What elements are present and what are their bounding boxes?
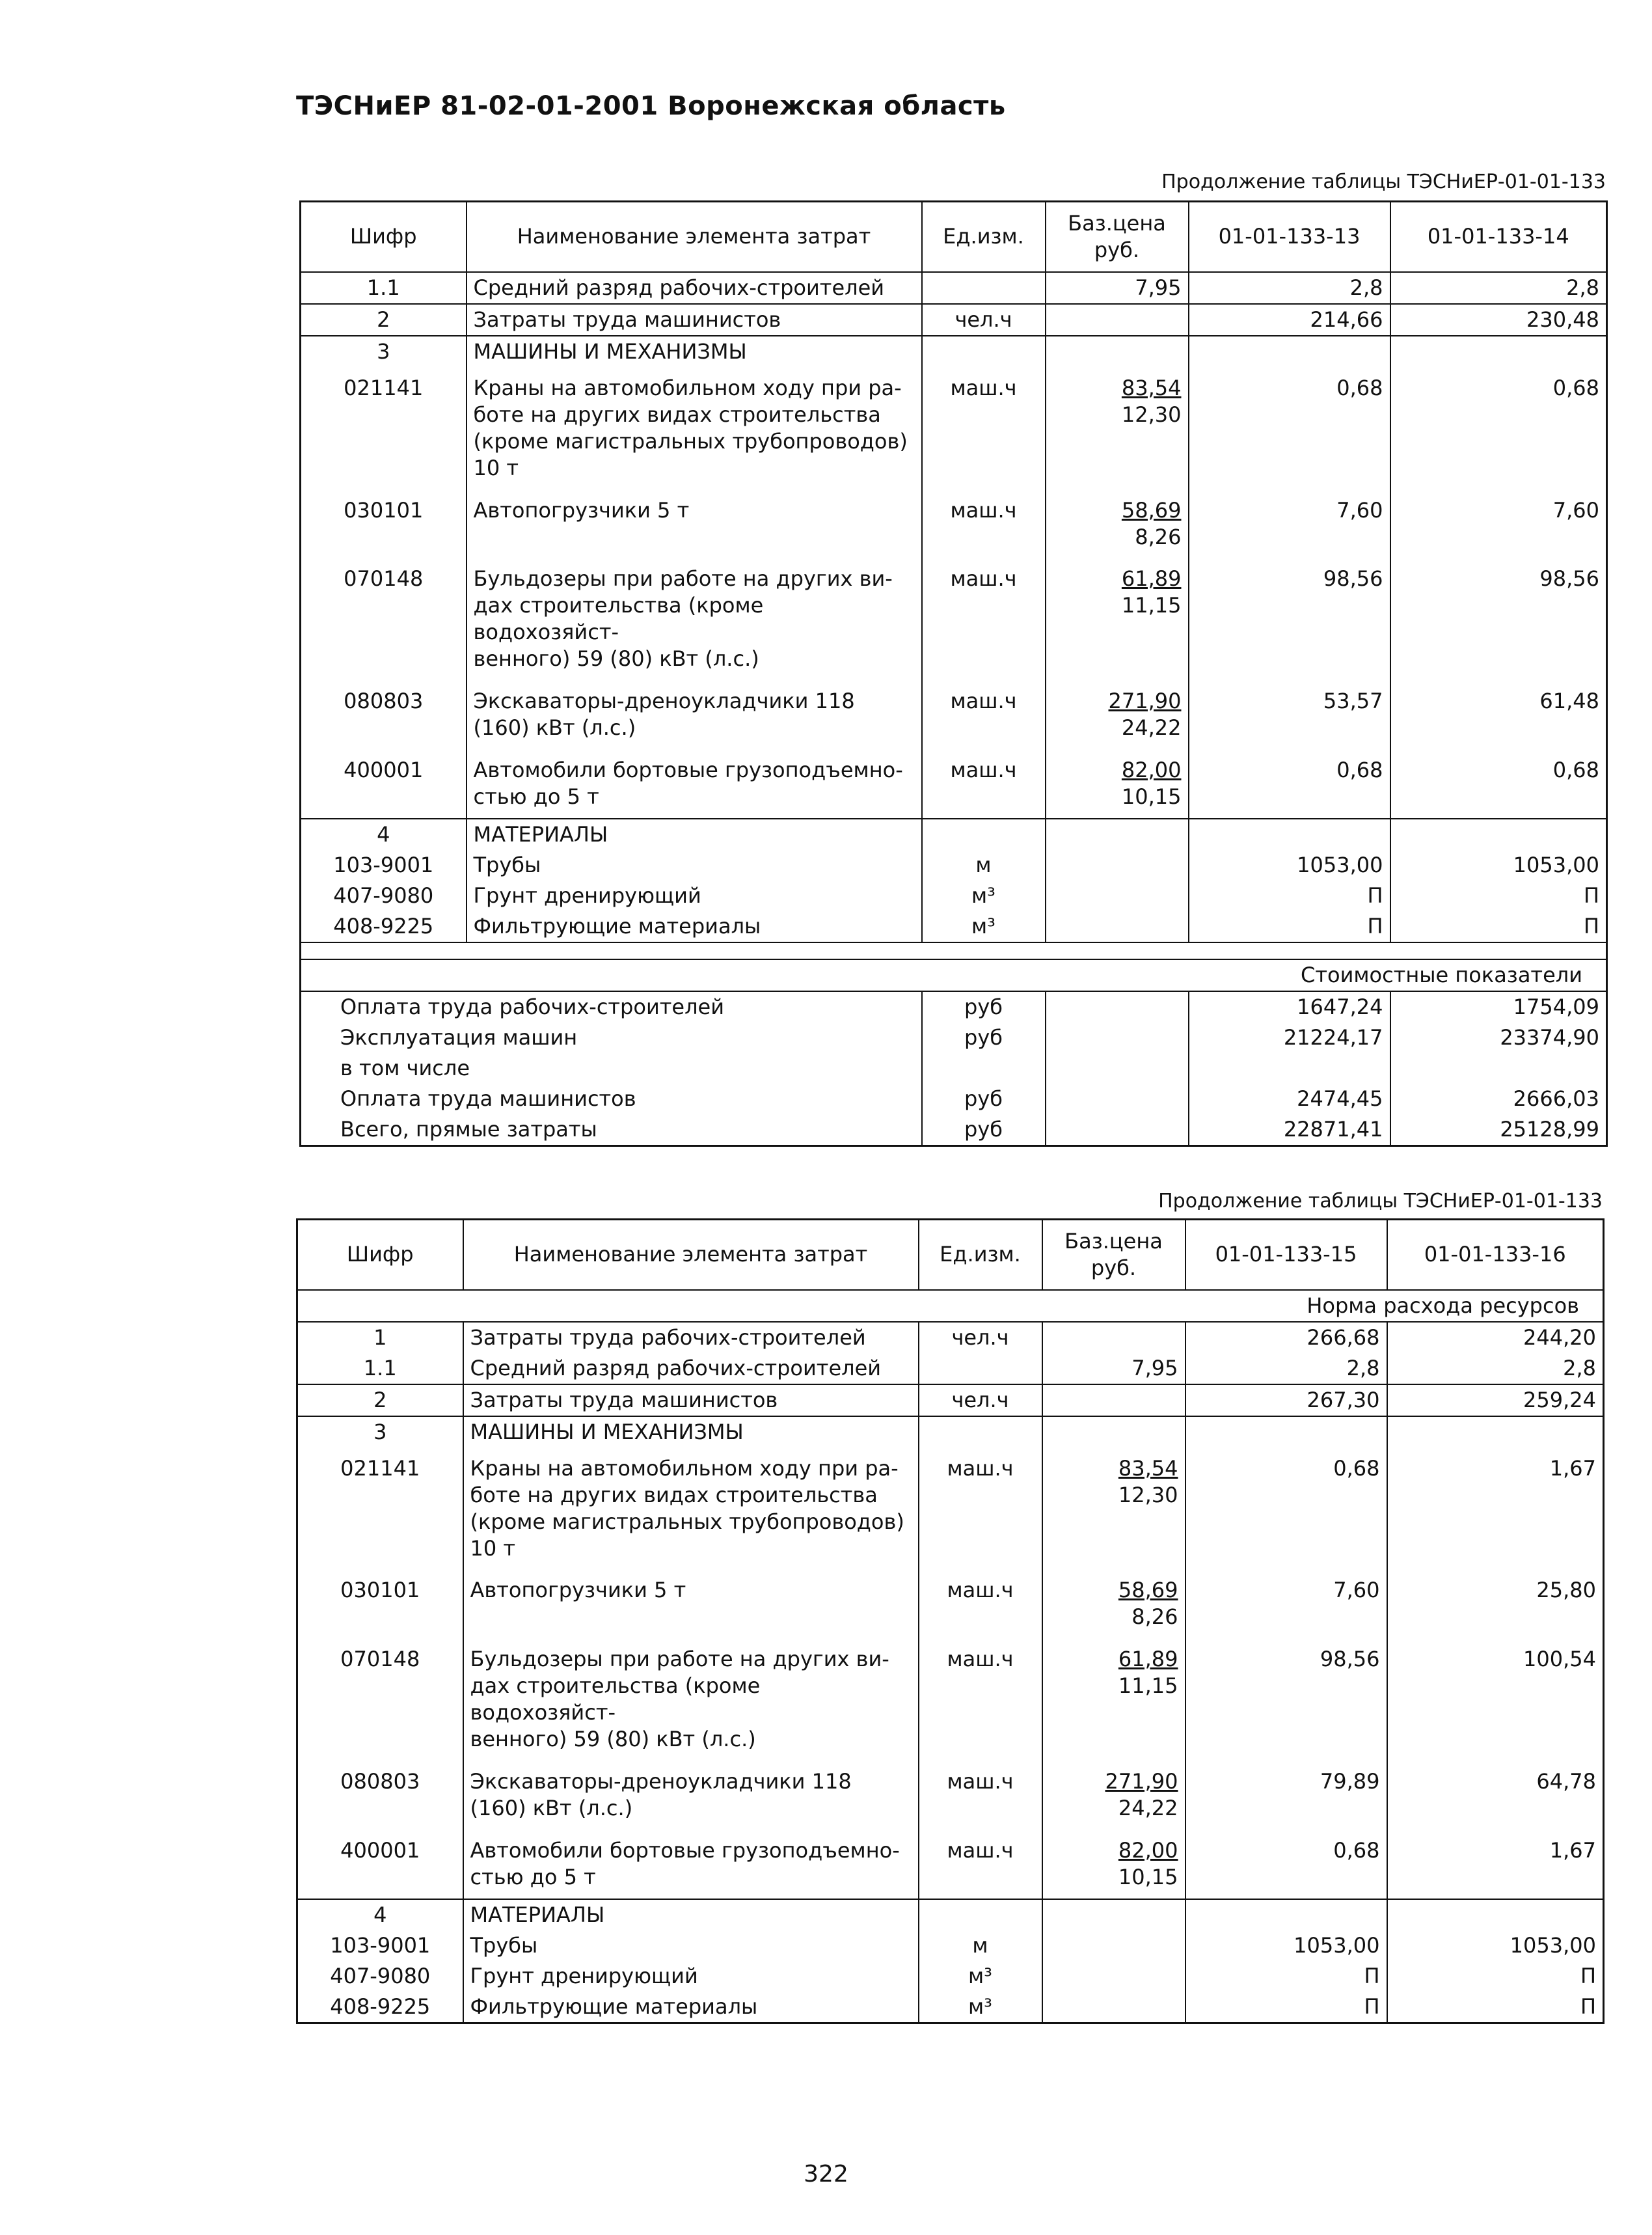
table-row bbox=[301, 850, 1607, 881]
row-name-line: (кроме магистральных трубопроводов) bbox=[470, 1509, 904, 1534]
table-row bbox=[297, 1830, 1604, 1899]
row-norm-a bbox=[1189, 819, 1390, 850]
row-name-line: Фильтрующие материалы bbox=[473, 913, 761, 939]
col-header-norm-a: 01-01-133-15 bbox=[1185, 1220, 1387, 1290]
col-header-unit: Ед.изм. bbox=[919, 1220, 1042, 1290]
row-name-line: Бульдозеры при работе на других ви- bbox=[470, 1647, 889, 1672]
row-name-line: Экскаваторы-дреноукладчики 118 bbox=[473, 689, 855, 714]
row-norm-b: 230,48 bbox=[1390, 304, 1607, 336]
summary-label: в том числе bbox=[340, 1055, 470, 1080]
summary-value-a: 22871,41 bbox=[1189, 1114, 1390, 1145]
row-norm-a: 53,57 bbox=[1189, 680, 1390, 749]
row-norm-b bbox=[1390, 336, 1607, 367]
table-row bbox=[301, 881, 1607, 911]
table-row bbox=[301, 272, 1607, 304]
table-row bbox=[297, 1569, 1604, 1638]
price-operator-wage: 24,22 bbox=[1118, 1796, 1178, 1821]
row-norm-b: 1053,00 bbox=[1390, 850, 1607, 881]
price-operator-wage: 10,15 bbox=[1121, 784, 1182, 810]
row-name bbox=[467, 850, 922, 881]
row-norm-b: 0,68 bbox=[1390, 367, 1607, 489]
row-name bbox=[467, 304, 922, 336]
col-header-norm-a: 01-01-133-13 bbox=[1189, 202, 1390, 272]
summary-value-b: 2666,03 bbox=[1390, 1084, 1607, 1114]
price-total: 83,54 bbox=[1118, 1455, 1178, 1481]
row-name-line: Трубы bbox=[470, 1932, 538, 1958]
row-norm-b: П bbox=[1390, 881, 1607, 911]
row-price bbox=[1046, 272, 1189, 304]
row-name-line: 10 т bbox=[470, 1535, 516, 1561]
row-code: 2 bbox=[301, 304, 467, 336]
col-header-norm-b: 01-01-133-14 bbox=[1390, 202, 1607, 272]
row-name bbox=[463, 1638, 919, 1761]
summary-row bbox=[301, 1114, 1607, 1145]
row-name-line: Автопогрузчики 5 т bbox=[473, 497, 690, 523]
price-operator-wage: 8,26 bbox=[1131, 1604, 1178, 1630]
spacer-cell bbox=[301, 942, 1607, 959]
row-price bbox=[1046, 819, 1189, 850]
row-price bbox=[1046, 558, 1189, 680]
row-code: 3 bbox=[297, 1416, 463, 1447]
row-name-line: Краны на автомобильном ходу при ра- bbox=[470, 1455, 899, 1481]
summary-price bbox=[1046, 991, 1189, 1022]
row-code: 400001 bbox=[340, 1838, 420, 1863]
row-code: 080803 bbox=[344, 689, 424, 714]
row-code: 1.1 bbox=[363, 1355, 397, 1380]
row-unit: м³ bbox=[922, 911, 1046, 942]
row-name-line: Автомобили бортовые грузоподъемно- bbox=[470, 1838, 900, 1863]
row-name-line: Автомобили бортовые грузоподъемно- bbox=[473, 758, 903, 783]
table1-wrap bbox=[299, 171, 1606, 199]
row-norm-a bbox=[1185, 1899, 1387, 1930]
price-total: 61,89 bbox=[1118, 1647, 1178, 1672]
summary-value-b: 25128,99 bbox=[1390, 1114, 1607, 1145]
row-unit: маш.ч bbox=[922, 749, 1046, 819]
row-unit: чел.ч bbox=[919, 1322, 1042, 1353]
row-code: 4 bbox=[297, 1899, 463, 1930]
row-name bbox=[467, 558, 922, 680]
row-unit: чел.ч bbox=[919, 1384, 1042, 1416]
col-header-price: Баз.цена руб. bbox=[1042, 1220, 1185, 1290]
row-price bbox=[1042, 1930, 1185, 1961]
price-operator-wage: 10,15 bbox=[1118, 1865, 1178, 1890]
row-unit: м³ bbox=[922, 881, 1046, 911]
row-price bbox=[1046, 881, 1189, 911]
row-price bbox=[1042, 1961, 1185, 1992]
row-unit: маш.ч bbox=[922, 680, 1046, 749]
table-row bbox=[301, 304, 1607, 336]
row-unit: маш.ч bbox=[919, 1638, 1042, 1761]
summary-value-b: 1754,09 bbox=[1390, 991, 1607, 1022]
row-norm-b: 1,67 bbox=[1387, 1447, 1604, 1570]
table-row bbox=[297, 1930, 1604, 1961]
row-price bbox=[1042, 1447, 1185, 1570]
summary-unit: руб bbox=[922, 991, 1046, 1022]
row-norm-a: 2,8 bbox=[1189, 272, 1390, 304]
row-unit: м³ bbox=[919, 1992, 1042, 2023]
row-code: 408-9225 bbox=[333, 913, 434, 939]
row-norm-a: 79,89 bbox=[1185, 1761, 1387, 1830]
row-code: 070148 bbox=[340, 1647, 420, 1672]
row-code: 080803 bbox=[340, 1769, 420, 1794]
row-norm-a: 0,68 bbox=[1185, 1447, 1387, 1570]
col-header-price: Баз.цена руб. bbox=[1046, 202, 1189, 272]
col-header-name: Наименование элемента затрат bbox=[463, 1220, 919, 1290]
row-name bbox=[463, 1416, 919, 1447]
row-name-line: Затраты труда машинистов bbox=[470, 1387, 778, 1412]
row-code: 408-9225 bbox=[330, 1994, 431, 2019]
row-name-line: Фильтрующие материалы bbox=[470, 1994, 758, 2019]
summary-price bbox=[1046, 1022, 1189, 1053]
row-norm-a: 2,8 bbox=[1185, 1353, 1387, 1384]
row-norm-b: 7,60 bbox=[1390, 489, 1607, 558]
table-header-row bbox=[301, 202, 1607, 272]
row-price bbox=[1042, 1416, 1185, 1447]
row-name bbox=[467, 749, 922, 819]
norm-banner: Норма расхода ресурсов bbox=[1307, 1293, 1579, 1318]
row-name-line: (160) кВт (л.с.) bbox=[473, 715, 636, 741]
summary-unit: руб bbox=[922, 1084, 1046, 1114]
row-norm-a: П bbox=[1185, 1992, 1387, 2023]
summary-label: Всего, прямые затраты bbox=[340, 1116, 597, 1142]
col-header-norm-b: 01-01-133-16 bbox=[1387, 1220, 1604, 1290]
row-name-line: МАШИНЫ И МЕХАНИЗМЫ bbox=[473, 338, 747, 364]
row-name bbox=[467, 367, 922, 489]
table-row bbox=[301, 819, 1607, 850]
row-name-line: МАТЕРИАЛЫ bbox=[470, 1902, 605, 1928]
row-norm-b: П bbox=[1390, 911, 1607, 942]
table-row bbox=[301, 911, 1607, 942]
row-unit: маш.ч bbox=[922, 367, 1046, 489]
price-operator-wage: 12,30 bbox=[1118, 1482, 1178, 1507]
row-price bbox=[1042, 1353, 1185, 1384]
summary-unit: руб bbox=[922, 1114, 1046, 1145]
row-name-line: Автопогрузчики 5 т bbox=[470, 1578, 686, 1603]
price-total: 58,69 bbox=[1121, 497, 1182, 523]
row-unit: м³ bbox=[919, 1961, 1042, 1992]
summary-label: Эксплуатация машин bbox=[340, 1024, 578, 1050]
row-name-line: венного) 59 (80) кВт (л.с.) bbox=[473, 646, 759, 672]
row-norm-b: 244,20 bbox=[1387, 1322, 1604, 1353]
row-unit bbox=[922, 819, 1046, 850]
table-header-row bbox=[297, 1220, 1604, 1290]
summary-label: Оплата труда машинистов bbox=[340, 1086, 636, 1111]
row-name bbox=[463, 1992, 919, 2023]
row-name bbox=[467, 680, 922, 749]
row-norm-b bbox=[1390, 819, 1607, 850]
summary-row bbox=[301, 1084, 1607, 1114]
table-row bbox=[301, 749, 1607, 819]
row-norm-b: 2,8 bbox=[1390, 272, 1607, 304]
row-norm-b: 0,68 bbox=[1390, 749, 1607, 819]
row-code: 021141 bbox=[344, 375, 424, 400]
summary-value-a: 2474,45 bbox=[1189, 1084, 1390, 1114]
row-norm-b bbox=[1387, 1899, 1604, 1930]
row-norm-a bbox=[1185, 1416, 1387, 1447]
row-name-line: дах строительства (кроме водохозяйст- bbox=[470, 1673, 761, 1725]
row-name-line: МАТЕРИАЛЫ bbox=[473, 822, 608, 847]
resource-table-1 bbox=[299, 200, 1608, 1147]
row-name bbox=[467, 336, 922, 367]
price-operator-wage: 11,15 bbox=[1118, 1673, 1178, 1699]
summary-value-a: 21224,17 bbox=[1189, 1022, 1390, 1053]
row-price bbox=[1042, 1322, 1185, 1353]
row-name-line: Затраты труда машинистов bbox=[473, 307, 781, 332]
price-total: 58,69 bbox=[1118, 1578, 1178, 1603]
row-code: 407-9080 bbox=[333, 883, 434, 909]
summary-value-b: 23374,90 bbox=[1390, 1022, 1607, 1053]
summary-price bbox=[1046, 1053, 1189, 1084]
row-norm-a: 7,60 bbox=[1185, 1569, 1387, 1638]
table-row bbox=[297, 1416, 1604, 1447]
row-unit: маш.ч bbox=[922, 558, 1046, 680]
row-name bbox=[467, 819, 922, 850]
row-name-line: Средний разряд рабочих-строителей bbox=[470, 1355, 882, 1380]
table-row bbox=[297, 1761, 1604, 1830]
row-code: 070148 bbox=[344, 566, 424, 592]
row-code: 103-9001 bbox=[330, 1932, 431, 1958]
row-name-line: боте на других видах строительства bbox=[470, 1482, 878, 1507]
row-price bbox=[1046, 749, 1189, 819]
row-norm-b bbox=[1387, 1416, 1604, 1447]
row-name bbox=[463, 1961, 919, 1992]
row-norm-a: 98,56 bbox=[1185, 1638, 1387, 1761]
row-name bbox=[467, 881, 922, 911]
row-norm-a: 1053,00 bbox=[1189, 850, 1390, 881]
row-name bbox=[463, 1353, 919, 1384]
row-name-line: Грунт дренирующий bbox=[473, 883, 701, 909]
row-price bbox=[1042, 1899, 1185, 1930]
row-norm-a: 7,60 bbox=[1189, 489, 1390, 558]
row-name-line: Средний разряд рабочих-строителей bbox=[473, 275, 885, 300]
col-header-code: Шифр bbox=[297, 1220, 463, 1290]
row-norm-b: 61,48 bbox=[1390, 680, 1607, 749]
row-norm-a: П bbox=[1189, 881, 1390, 911]
summary-row bbox=[301, 1022, 1607, 1053]
row-name bbox=[463, 1322, 919, 1353]
spacer-row bbox=[301, 942, 1607, 959]
row-price bbox=[1042, 1992, 1185, 2023]
summary-row bbox=[301, 1053, 1607, 1084]
table-row bbox=[297, 1384, 1604, 1416]
price-total: 7,95 bbox=[1135, 275, 1182, 300]
row-name-line: Экскаваторы-дреноукладчики 118 bbox=[470, 1769, 852, 1794]
summary-label: Оплата труда рабочих-строителей bbox=[301, 991, 922, 1022]
table-row bbox=[301, 336, 1607, 367]
row-unit: м bbox=[922, 850, 1046, 881]
row-name bbox=[467, 489, 922, 558]
row-norm-b: 259,24 bbox=[1387, 1384, 1604, 1416]
table-row bbox=[301, 680, 1607, 749]
page-title: ТЭСНиЕР 81-02-01-2001 Воронежская область bbox=[296, 91, 1006, 121]
row-code: 3 bbox=[301, 336, 467, 367]
row-code: 030101 bbox=[340, 1578, 420, 1603]
row-unit bbox=[922, 336, 1046, 367]
row-name bbox=[467, 272, 922, 304]
row-price bbox=[1046, 680, 1189, 749]
row-norm-b: 1053,00 bbox=[1387, 1930, 1604, 1961]
norm-banner-row bbox=[297, 1290, 1604, 1322]
continuation-note-2: Продолжение таблицы ТЭСНиЕР-01-01-133 bbox=[1158, 1190, 1603, 1213]
row-unit: маш.ч bbox=[919, 1761, 1042, 1830]
row-name-line: венного) 59 (80) кВт (л.с.) bbox=[470, 1727, 756, 1752]
continuation-note: Продолжение таблицы ТЭСНиЕР-01-01-133 bbox=[1161, 171, 1606, 193]
table-row bbox=[297, 1353, 1604, 1384]
col-header-code: Шифр bbox=[301, 202, 467, 272]
row-unit: маш.ч bbox=[919, 1447, 1042, 1570]
price-operator-wage: 11,15 bbox=[1121, 593, 1182, 618]
row-norm-b: 25,80 bbox=[1387, 1569, 1604, 1638]
row-name-line: стью до 5 т bbox=[470, 1865, 596, 1890]
row-name bbox=[463, 1830, 919, 1899]
row-price bbox=[1042, 1830, 1185, 1899]
price-total: 271,90 bbox=[1108, 689, 1182, 714]
row-norm-a: 98,56 bbox=[1189, 558, 1390, 680]
price-total: 7,95 bbox=[1131, 1355, 1178, 1380]
row-price bbox=[1046, 367, 1189, 489]
cost-banner-row bbox=[301, 959, 1607, 991]
summary-price bbox=[1046, 1114, 1189, 1145]
row-name-line: боте на других видах строительства bbox=[473, 402, 881, 427]
price-total: 271,90 bbox=[1105, 1769, 1178, 1794]
row-unit bbox=[922, 272, 1046, 304]
row-code: 021141 bbox=[340, 1455, 420, 1481]
row-code: 407-9080 bbox=[330, 1963, 431, 1988]
table-row bbox=[301, 489, 1607, 558]
row-unit: маш.ч bbox=[919, 1569, 1042, 1638]
row-norm-b: 64,78 bbox=[1387, 1761, 1604, 1830]
row-code: 030101 bbox=[344, 497, 424, 523]
row-name-line: Трубы bbox=[473, 853, 541, 878]
row-name-line: дах строительства (кроме водохозяйст- bbox=[473, 593, 764, 645]
row-price bbox=[1042, 1761, 1185, 1830]
row-price bbox=[1042, 1638, 1185, 1761]
row-norm-a: 0,68 bbox=[1189, 749, 1390, 819]
col-header-name: Наименование элемента затрат bbox=[467, 202, 922, 272]
table-row bbox=[301, 367, 1607, 489]
table-row bbox=[301, 558, 1607, 680]
row-price bbox=[1046, 911, 1189, 942]
row-name-line: Бульдозеры при работе на других ви- bbox=[473, 566, 893, 592]
table-row bbox=[297, 1447, 1604, 1570]
row-norm-a: 214,66 bbox=[1189, 304, 1390, 336]
row-price bbox=[1046, 304, 1189, 336]
row-name-line: Краны на автомобильном ходу при ра- bbox=[473, 375, 902, 400]
row-code: 2 bbox=[297, 1384, 463, 1416]
row-price bbox=[1046, 336, 1189, 367]
row-name-line: стью до 5 т bbox=[473, 784, 599, 810]
price-total: 82,00 bbox=[1118, 1838, 1178, 1863]
row-name bbox=[463, 1384, 919, 1416]
summary-value-a bbox=[1189, 1053, 1390, 1084]
summary-price bbox=[1046, 1084, 1189, 1114]
cost-banner: Стоимостные показатели bbox=[301, 959, 1607, 991]
row-name bbox=[463, 1761, 919, 1830]
row-norm-b: 100,54 bbox=[1387, 1638, 1604, 1761]
row-name bbox=[463, 1447, 919, 1570]
row-name-line: Затраты труда рабочих-строителей bbox=[470, 1324, 866, 1350]
row-price bbox=[1046, 850, 1189, 881]
table-row bbox=[297, 1899, 1604, 1930]
row-name-line: (160) кВт (л.с.) bbox=[470, 1796, 633, 1821]
row-price bbox=[1042, 1384, 1185, 1416]
row-unit bbox=[919, 1353, 1042, 1384]
price-total: 83,54 bbox=[1121, 375, 1182, 400]
page-number: 322 bbox=[804, 2161, 848, 2187]
summary-value-a: 1647,24 bbox=[1189, 991, 1390, 1022]
row-price bbox=[1042, 1569, 1185, 1638]
price-total: 61,89 bbox=[1121, 566, 1182, 592]
row-name bbox=[467, 911, 922, 942]
summary-value-b bbox=[1390, 1053, 1607, 1084]
col-header-unit: Ед.изм. bbox=[922, 202, 1046, 272]
row-norm-b: 98,56 bbox=[1390, 558, 1607, 680]
price-operator-wage: 12,30 bbox=[1121, 402, 1182, 427]
row-price bbox=[1046, 489, 1189, 558]
row-norm-a: 0,68 bbox=[1189, 367, 1390, 489]
table-row bbox=[297, 1322, 1604, 1353]
row-norm-b: 1,67 bbox=[1387, 1830, 1604, 1899]
row-norm-a bbox=[1189, 336, 1390, 367]
row-unit: маш.ч bbox=[922, 489, 1046, 558]
row-name-line: (кроме магистральных трубопроводов) bbox=[473, 428, 908, 454]
row-norm-b: П bbox=[1387, 1961, 1604, 1992]
price-total: 82,00 bbox=[1121, 758, 1182, 783]
row-unit bbox=[919, 1416, 1042, 1447]
row-name bbox=[463, 1569, 919, 1638]
resource-table-2 bbox=[296, 1218, 1605, 2024]
price-operator-wage: 8,26 bbox=[1135, 524, 1182, 549]
row-norm-b: 2,8 bbox=[1387, 1353, 1604, 1384]
summary-unit: руб bbox=[922, 1022, 1046, 1053]
summary-unit bbox=[922, 1053, 1046, 1084]
row-name-line: 10 т bbox=[473, 455, 519, 480]
table-row bbox=[297, 1638, 1604, 1761]
row-unit bbox=[919, 1899, 1042, 1930]
price-operator-wage: 24,22 bbox=[1121, 715, 1182, 741]
row-unit: чел.ч bbox=[922, 304, 1046, 336]
row-norm-a: П bbox=[1185, 1961, 1387, 1992]
row-code: 4 bbox=[301, 819, 467, 850]
row-norm-a: 1053,00 bbox=[1185, 1930, 1387, 1961]
row-norm-a: 266,68 bbox=[1185, 1322, 1387, 1353]
row-norm-a: П bbox=[1189, 911, 1390, 942]
row-norm-a: 267,30 bbox=[1185, 1384, 1387, 1416]
row-norm-b: П bbox=[1387, 1992, 1604, 2023]
summary-row bbox=[301, 991, 1607, 1022]
row-code: 1 bbox=[297, 1322, 463, 1353]
table-row bbox=[297, 1992, 1604, 2023]
row-name bbox=[463, 1899, 919, 1930]
row-unit: м bbox=[919, 1930, 1042, 1961]
row-name-line: Грунт дренирующий bbox=[470, 1963, 698, 1988]
row-unit: маш.ч bbox=[919, 1830, 1042, 1899]
table-row bbox=[297, 1961, 1604, 1992]
row-code: 1.1 bbox=[366, 275, 400, 300]
row-norm-a: 0,68 bbox=[1185, 1830, 1387, 1899]
row-code: 400001 bbox=[344, 758, 424, 783]
row-name bbox=[463, 1930, 919, 1961]
table2-wrap bbox=[296, 1190, 1603, 1218]
row-code: 103-9001 bbox=[333, 853, 434, 878]
row-name-line: МАШИНЫ И МЕХАНИЗМЫ bbox=[470, 1419, 744, 1444]
